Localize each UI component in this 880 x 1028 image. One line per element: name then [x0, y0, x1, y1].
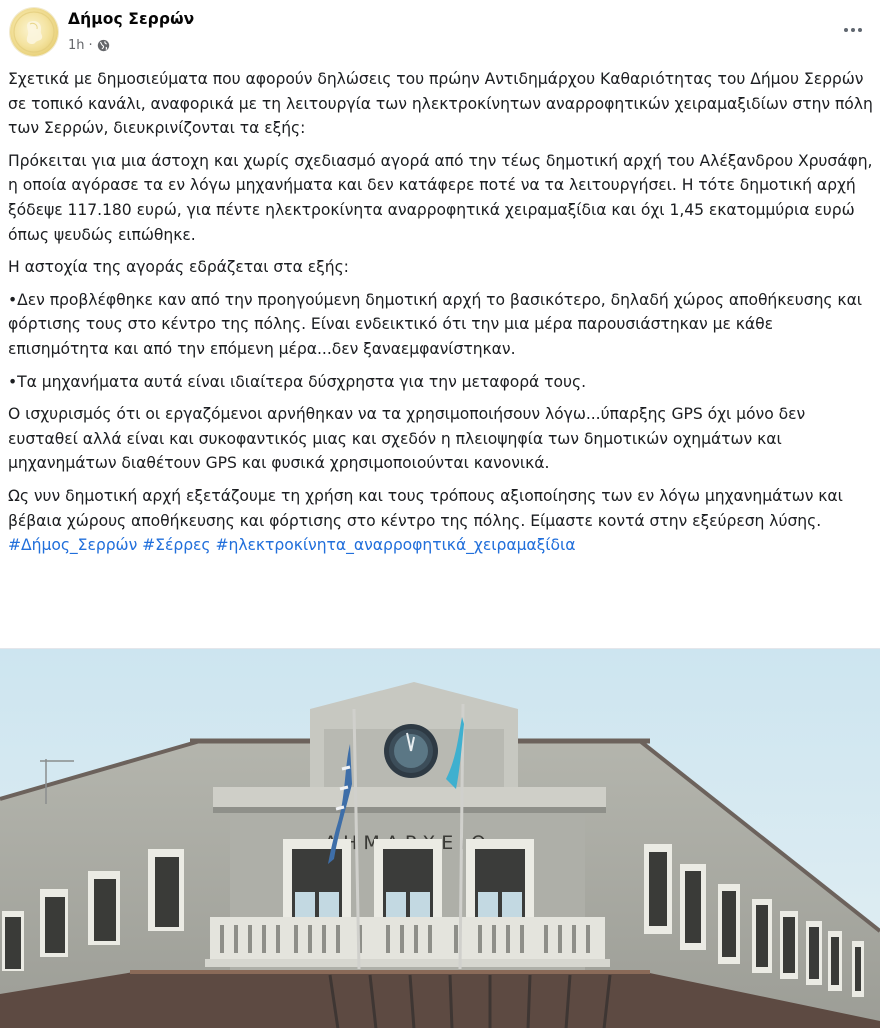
post-meta [68, 38, 110, 53]
more-options-dot [851, 28, 855, 32]
hashtag-link[interactable]: #ηλεκτροκίνητα_αναρροφητικά_χειραμαξίδια [215, 536, 576, 555]
more-options-button[interactable] [838, 20, 868, 40]
hashtag-list [8, 533, 878, 558]
post-paragraph: Η αστοχία της αγοράς εδράζεται στα εξής: [8, 258, 349, 277]
hashtag-link[interactable]: #Δήμος_Σερρών [8, 536, 138, 555]
author-avatar[interactable] [10, 8, 58, 56]
town-hall-photo [0, 649, 880, 1028]
post-paragraph: •Τα μηχανήματα αυτά είναι ιδιαίτερα δύσχρηστα για την μεταφορά τους. [8, 372, 586, 391]
post-body [8, 67, 878, 558]
globe-icon[interactable] [97, 39, 110, 52]
post-paragraph: •Δεν προβλέφθηκε καν από την προηγούμενη δημοτική αρχή το βασικότερο, δηλαδή χώρος αποθήκευσης και φόρτισης τους στο κέντρο της πόλης. Είναι ενδεικτικό ότι την μια μέρα παρουσιάστηκαν με κάθε επισημότητα και από την επόμενη μέρα...δεν ξαναεμφανίστηκαν. [8, 290, 863, 358]
post-paragraph: Σχετικά με δημοσιεύματα που αφορούν δηλώσεις του πρώην Αντιδημάρχου Καθαριότητας του Δήμου Σερρών σε τοπικό κανάλι, αναφορικά με τη λειτουργία των ηλεκτροκίνητων αναρροφητικών χειραμαξιδίων στην πόλη των Σερρών, διευκρινίζονται τα εξής: [8, 70, 873, 138]
more-options-icon [844, 28, 848, 32]
author-name[interactable]: Δήμος Σερρών [68, 10, 195, 28]
hashtag-link[interactable]: #Σέρρες [142, 536, 211, 555]
post-time[interactable]: 1h [68, 38, 85, 53]
more-options-dot [858, 28, 862, 32]
meta-separator: · [88, 38, 93, 53]
post-paragraph: Ο ισχυρισμός ότι οι εργαζόμενοι αρνήθηκαν να τα χρησιμοποιήσουν λόγω...ύπαρξης GPS όχι μόνο δεν ευσταθεί αλλά είναι και συκοφαντικός μιας και σχεδόν η πλειοψηφία των δημοτικών οχημάτων και μηχανημάτων διαθέτουν GPS και φυσικά χρησιμοποιούνται κανονικά. [8, 405, 806, 473]
post-header [0, 0, 880, 62]
post-paragraph: Ως νυν δημοτική αρχή εξετάζουμε τη χρήση και τους τρόπους αξιοποίησης των εν λόγω μηχανημάτων και βέβαια χώρους αποθήκευσης και φόρτισης στο κέντρο της πόλης. Είμαστε κοντά στην εξεύρεση λύσης. [8, 486, 843, 530]
municipal-seal-icon [10, 8, 58, 56]
post-photo[interactable] [0, 648, 880, 1028]
post-paragraph: Πρόκειται για μια άστοχη και χωρίς σχεδιασμό αγορά από την τέως δημοτική αρχή του Αλέξανδρου Χρυσάφη, η οποία αγόρασε τα εν λόγω μηχανήματα και δεν κατάφερε ποτέ να τα λειτουργήσει. Η τότε δημοτική αρχή ξόδεψε 117.180 ευρώ, για πέντε ηλεκτροκίνητα αναρροφητικά χειραμαξίδια και όχι 1,45 εκατομμύρια ευρώ όπως ψευδώς ειπώθηκε. [8, 151, 873, 244]
